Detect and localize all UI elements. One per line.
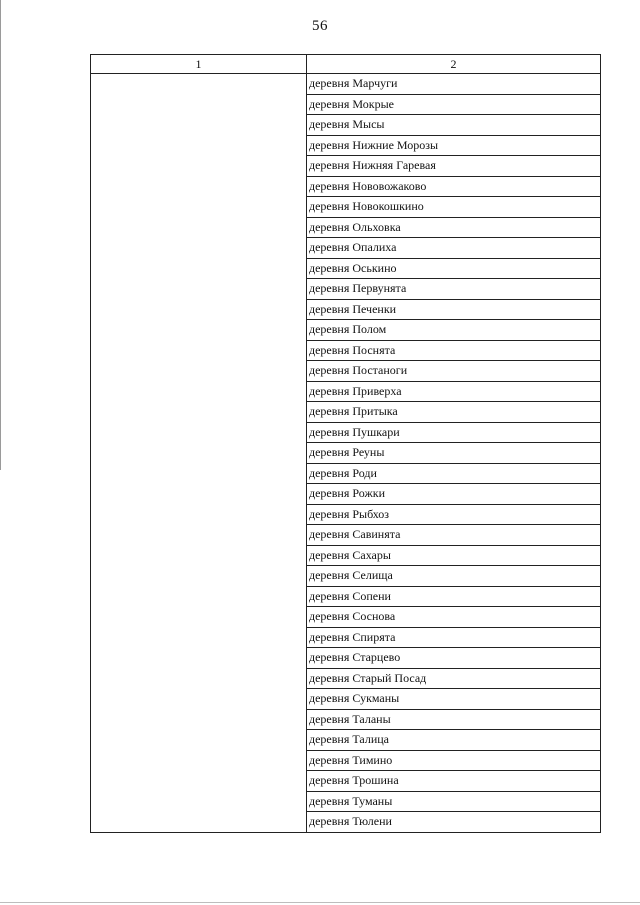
settlement-name-cell: деревня Приверха bbox=[307, 381, 601, 402]
settlement-name-cell: деревня Постаноги bbox=[307, 361, 601, 382]
settlement-name-cell: деревня Рожки bbox=[307, 484, 601, 505]
settlement-name-cell: деревня Опалиха bbox=[307, 238, 601, 259]
settlement-name-cell: деревня Талица bbox=[307, 730, 601, 751]
settlements-table bbox=[90, 54, 601, 833]
settlement-name-cell: деревня Печенки bbox=[307, 299, 601, 320]
page-number: 56 bbox=[312, 18, 328, 34]
settlement-name-cell: деревня Тюлени bbox=[307, 812, 601, 833]
settlement-name-cell: деревня Спирята bbox=[307, 627, 601, 648]
scan-bottom-edge bbox=[0, 902, 640, 903]
settlement-name-cell: деревня Поснята bbox=[307, 340, 601, 361]
settlement-name-cell: деревня Нижние Морозы bbox=[307, 135, 601, 156]
settlement-name-cell: деревня Селища bbox=[307, 566, 601, 587]
settlement-name-cell: деревня Нижняя Гаревая bbox=[307, 156, 601, 177]
table-body bbox=[91, 74, 601, 833]
settlement-name-cell: деревня Ольховка bbox=[307, 217, 601, 238]
settlement-name-cell: деревня Притыка bbox=[307, 402, 601, 423]
settlement-name-cell: деревня Сахары bbox=[307, 545, 601, 566]
column-header-2: 2 bbox=[307, 55, 601, 74]
settlement-name-cell: деревня Соснова bbox=[307, 607, 601, 628]
settlement-name-cell: деревня Старцево bbox=[307, 648, 601, 669]
settlement-name-cell: деревня Мысы bbox=[307, 115, 601, 136]
merged-left-cell bbox=[91, 74, 307, 833]
settlement-name-cell: деревня Туманы bbox=[307, 791, 601, 812]
settlement-name-cell: деревня Таланы bbox=[307, 709, 601, 730]
settlement-name-cell: деревня Трошина bbox=[307, 771, 601, 792]
settlement-name-cell: деревня Реуны bbox=[307, 443, 601, 464]
settlement-name-cell: деревня Нововожаково bbox=[307, 176, 601, 197]
settlement-name-cell: деревня Новокошкино bbox=[307, 197, 601, 218]
settlement-name-cell: деревня Первунята bbox=[307, 279, 601, 300]
settlement-name-cell: деревня Тимино bbox=[307, 750, 601, 771]
settlement-name-cell: деревня Старый Посад bbox=[307, 668, 601, 689]
settlement-name-cell: деревня Мокрые bbox=[307, 94, 601, 115]
scan-left-edge bbox=[0, 0, 1, 470]
settlement-name-cell: деревня Роди bbox=[307, 463, 601, 484]
table-row bbox=[91, 74, 601, 95]
settlement-name-cell: деревня Сопени bbox=[307, 586, 601, 607]
settlement-name-cell: деревня Рыбхоз bbox=[307, 504, 601, 525]
settlement-name-cell: деревня Савинята bbox=[307, 525, 601, 546]
table-header-row bbox=[91, 55, 601, 74]
column-header-1: 1 bbox=[91, 55, 307, 74]
settlement-name-cell: деревня Пушкари bbox=[307, 422, 601, 443]
settlement-name-cell: деревня Полом bbox=[307, 320, 601, 341]
settlement-name-cell: деревня Марчуги bbox=[307, 74, 601, 95]
settlement-name-cell: деревня Оськино bbox=[307, 258, 601, 279]
settlement-name-cell: деревня Сукманы bbox=[307, 689, 601, 710]
